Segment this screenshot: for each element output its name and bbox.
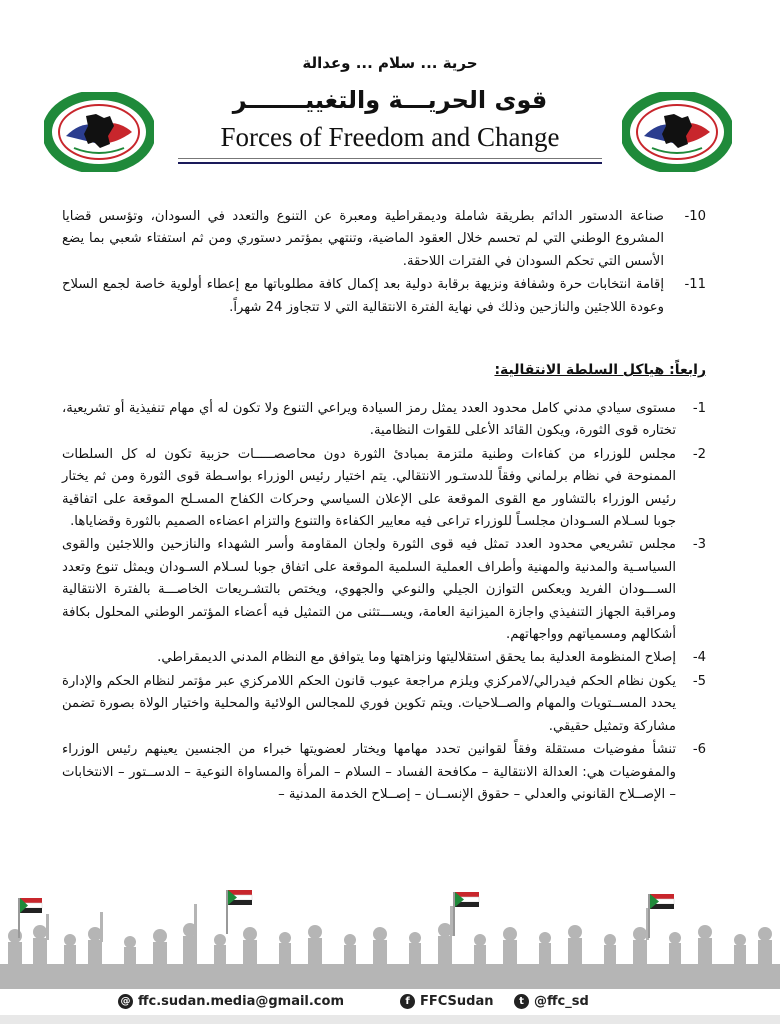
item-text: إقامة انتخابات حرة وشفافة ونزيهة برقابة دولية بعد إكمال كافة مطلوباتها مع إعطاء أولوية خاصة لجمع السلاح وعودة اللاجئين والنازحين وذلك في نهاية الفترة الانتقالية التي لا تتجاوز 24 شهراً. xyxy=(62,277,664,315)
page-bottom-edge xyxy=(0,1015,780,1024)
section-heading: رابعاً: هياكل السلطة الانتقالية: xyxy=(494,362,706,378)
email-address: ffc.sudan.media@gmail.com xyxy=(138,994,344,1009)
header-motto: حرية ... سلام ... وعدالة xyxy=(302,54,478,72)
item-text: صناعة الدستور الدائم بطريقة شاملة وديمقراطية ومعبرة عن التنوع والتعدد في السودان، وتؤسس قضايا المشروع الوطني التي لم تحسم خلال العقود الماضية، وتنتهي بمؤتمر دستوري ومن ثم استفتاء شعبي بما يضع الأسس التي تحكم السودان في الفترات اللاحقة. xyxy=(62,209,664,269)
list-item xyxy=(62,398,706,443)
header-divider xyxy=(178,158,602,159)
at-sign-icon: @ xyxy=(118,994,133,1009)
item-number: 3- xyxy=(692,537,706,553)
item-number: 1- xyxy=(692,401,706,416)
list-item xyxy=(62,444,706,534)
list-item xyxy=(62,671,706,738)
item-number: 10- xyxy=(684,209,706,224)
list-item xyxy=(62,206,706,273)
list-item xyxy=(62,647,706,669)
twitter-contact[interactable] xyxy=(514,994,589,1009)
item-text: مجلس تشريعي محدود العدد تمثل فيه قوى الثورة ولجان المقاومة وأسر الشهداء والنازحين واللاجئين والقوى السياسـية والمدنية والمهنية وأطراف العملية السلمية الموقعة على اتفاق جوبا لسـلام السـودان ويمثل تنوع وتعدد الســـودان الفريد ويعكس التوازن الجيلي والنوعي والجهوي، ويختص بالتشـريعات الخاصـــة بالفترة الانتقالية ومراقبة الجهاز التنفيذي واجازة الميزانية العامة، ويســـتثنى من التمثيل فيه أعضاء المؤتمر الوطني المحلول بكافة أشكالهم ومسمياتهم وواجهاتهم. xyxy=(62,537,676,643)
flag-icon xyxy=(648,894,674,938)
org-title-english: Forces of Freedom and Change xyxy=(220,122,560,152)
contact-footer xyxy=(0,989,780,1015)
email-contact[interactable] xyxy=(118,994,344,1009)
item-number: 2- xyxy=(692,446,706,462)
item-text: إصلاح المنظومة العدلية بما يحقق استقلاليتها ونزاهتها وما يتوافق مع النظام المدني الديمقراطي. xyxy=(157,650,676,666)
items-top-list xyxy=(62,206,706,320)
item-text: يكون نظام الحكم فيدرالي/لامركزي ويلزم مراجعة عيوب قانون الحكم اللامركزي عبر مؤتمر لنظام الحكم والإدارة يحدد المســتويات والمهام والصــلاحيات. ويتم تكوين فوري للمجالس الولائية والمحلية واختيار الولاة بصورة تضمن مشاركة وتمثيل حقيقي. xyxy=(62,673,676,734)
item-text: مجلس للوزراء من كفاءات وطنية ملتزمة بمبادئ الثورة دون محاصصـــــات حزبية تكون له كل السلطات الممنوحة في نظام برلماني وفقاً للدستـور الانتقالي. يتم اختيار رئيس الوزراء بواسـطة قوى الثورة ومن ثم يختار رئيس الوزراء بالتشاور مع القوى الموقعة على الإعلان السياسي وحركات الكفاح المسـلح الموقعة على اتفاقية جوبا لسـلام السـودان مجلسـاً للوزراء تراعى فيه معايير الكفاءة والتنوع والتزام اعضاءه الصميم بالثورة وقضاياها. xyxy=(62,446,676,530)
item-number: 5- xyxy=(692,673,706,689)
items-bottom-list xyxy=(62,398,706,807)
facebook-contact[interactable] xyxy=(400,994,494,1009)
item-number: 11- xyxy=(684,277,706,293)
twitter-handle: @ffc_sd xyxy=(534,994,589,1009)
item-number: 4- xyxy=(692,650,706,666)
crowd-silhouette-decoration xyxy=(0,884,780,989)
list-item xyxy=(62,274,706,319)
org-title-arabic: قوى الحريـــة والتغييـــــــر xyxy=(232,86,548,114)
item-number: 6- xyxy=(692,742,706,758)
item-text: تنشأ مفوضيات مستقلة وفقاً لقوانين تحدد مهامها ويختار لعضويتها خبراء من الجنسين يعينهم رئيس الوزراء والمفوضيات هي: العدالة الانتقالية – مكافحة الفساد – السلام – المرأة والمساواة النوعية – الدســتور – الانتخابات – الإصــلاح القانوني والعدلي – حقوق الإنســان – إصــلاح الخدمة المدنية – xyxy=(62,742,676,802)
list-item xyxy=(62,534,706,646)
item-text: مستوى سيادي مدني كامل محدود العدد يمثل رمز السيادة ويراعي التنوع ولا تكون له أي مهام تنفيذية أو تشريعية، تختاره قوى الثورة، ويكون القائد الأعلى للقوات النظامية. xyxy=(62,401,676,439)
header-divider xyxy=(178,162,602,164)
flag-icon xyxy=(453,892,479,936)
twitter-icon: t xyxy=(514,994,529,1009)
facebook-icon: f xyxy=(400,994,415,1009)
list-item xyxy=(62,739,706,806)
facebook-handle: FFCSudan xyxy=(420,994,494,1009)
